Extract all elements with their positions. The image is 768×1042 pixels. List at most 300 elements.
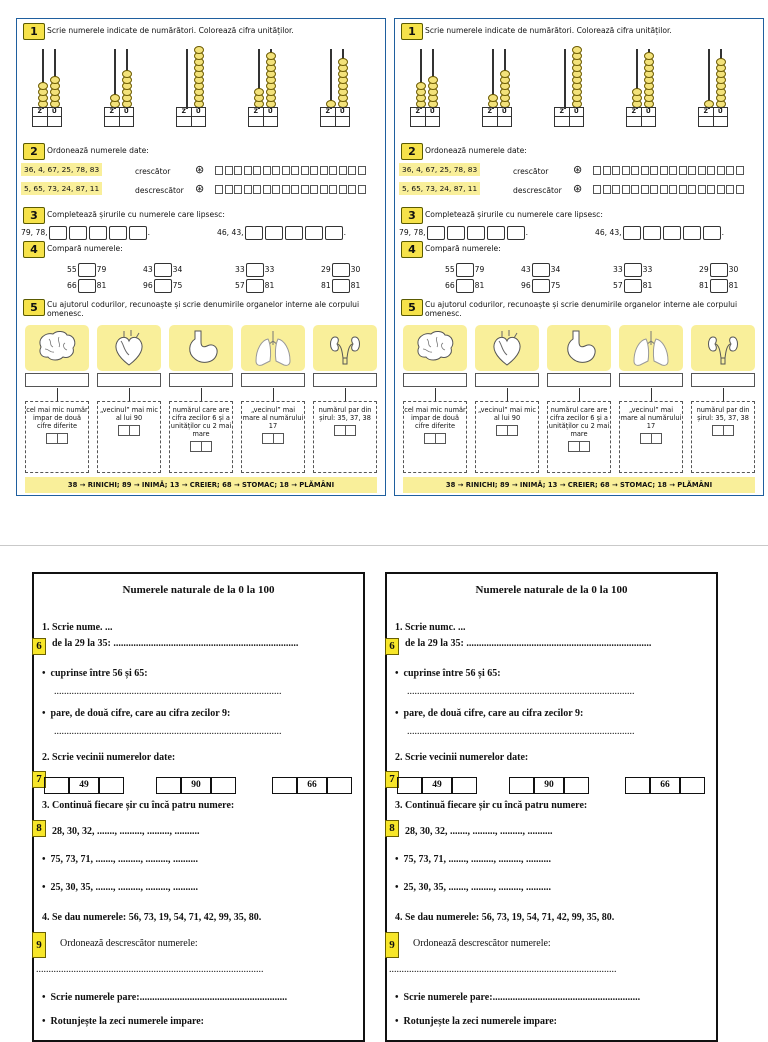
exercise-instruction: Ordonează numerele date: xyxy=(425,146,527,155)
task-text: Rotunjește la zeci numerele impare: xyxy=(403,1016,557,1027)
left-number: 66 xyxy=(445,281,455,290)
code-answer-box[interactable] xyxy=(640,433,662,444)
marker-7: 7 xyxy=(385,771,399,788)
left-number: 43 xyxy=(521,265,531,274)
answer-box[interactable] xyxy=(320,116,350,127)
comparison-box[interactable] xyxy=(154,263,172,277)
right-number: 33 xyxy=(264,265,275,274)
clue-text: cel mai mic număr impar de două cifre diferite xyxy=(26,406,88,430)
comparison-box[interactable] xyxy=(78,263,96,277)
answer-box[interactable] xyxy=(104,116,134,127)
organ-name-field[interactable] xyxy=(313,373,377,387)
abacus xyxy=(101,47,135,127)
sequence-text: 75, 73, 71, ......., ........., ........., .......... xyxy=(403,854,552,865)
exercise-instruction: Scrie numerele indicate de numărători. Colorează cifra unităților. xyxy=(47,26,294,35)
tens-label: Z xyxy=(411,108,426,116)
comparison-box[interactable] xyxy=(456,263,474,277)
right-number: 75 xyxy=(550,281,561,290)
right-number: 75 xyxy=(172,281,183,290)
answer-box[interactable] xyxy=(32,116,62,127)
clue-text: numărul par din șirul: 35, 37, 38 xyxy=(696,406,750,422)
arrow-icon: ⊛ xyxy=(573,182,583,195)
answer-line: ........................................................................................... xyxy=(407,686,635,697)
code-clue xyxy=(241,401,305,473)
code-answer-box[interactable] xyxy=(712,425,734,436)
order-label: crescător xyxy=(135,167,171,176)
code-answer-box[interactable] xyxy=(568,441,590,452)
arrow-up-icon xyxy=(723,388,724,402)
answer-strip[interactable] xyxy=(593,185,745,194)
arrow-up-icon xyxy=(435,388,436,402)
comparison xyxy=(613,279,652,293)
lungs-icon xyxy=(241,325,305,373)
comparison xyxy=(521,263,560,277)
section-3-heading: 3. Continuă fiecare șir cu încă patru numere: xyxy=(42,800,235,811)
neighbor-after-box[interactable] xyxy=(327,777,352,794)
arrow-up-icon xyxy=(129,388,130,402)
organ-picture xyxy=(241,325,305,371)
abacus-rod xyxy=(564,49,566,109)
task-round: • Rotunjește la zeci numerele impare: xyxy=(395,1016,557,1027)
code-clue xyxy=(691,401,755,473)
clue-text: numărul care are cifra zecilor 6 și a unităților cu 2 mai mare xyxy=(548,406,610,438)
arrow-up-icon xyxy=(57,388,58,402)
sequence-row: 28, 30, 32, ......., ........., ........., .......... xyxy=(52,826,200,837)
neighbor-before-box[interactable] xyxy=(625,777,650,794)
answer-strip[interactable] xyxy=(593,166,745,175)
comparison xyxy=(143,263,182,277)
left-number: 96 xyxy=(143,281,153,290)
tens-label: Z xyxy=(249,108,264,116)
organ-name-field[interactable] xyxy=(25,373,89,387)
code-clue xyxy=(547,401,611,473)
comparison-box[interactable] xyxy=(532,263,550,277)
neighbor-before-box[interactable] xyxy=(156,777,181,794)
answer-box[interactable] xyxy=(176,116,206,127)
page-divider xyxy=(0,545,768,546)
section-1-heading: 1. Scrie numc. ... xyxy=(395,622,466,633)
code-answer-box[interactable] xyxy=(190,441,212,452)
arrow-icon: ⊛ xyxy=(195,182,205,195)
neighbor-group xyxy=(397,777,477,794)
neighbor-group xyxy=(44,777,124,794)
clue-text: „vecinul” mai mare al numărului 17 xyxy=(242,406,304,430)
brain-icon xyxy=(25,325,89,367)
comparison-box[interactable] xyxy=(154,279,172,293)
sequence-text: 25, 30, 35, ......., ........., ........., .......... xyxy=(403,882,552,893)
neighbor-group xyxy=(156,777,236,794)
comparison xyxy=(67,263,106,277)
code-answer-box[interactable] xyxy=(46,433,68,444)
organ-picture xyxy=(475,325,539,371)
abacus xyxy=(317,47,351,127)
marker-6: 6 xyxy=(32,638,46,655)
units-label: U xyxy=(429,108,435,115)
code-answer-box[interactable] xyxy=(496,425,518,436)
neighbor-group xyxy=(625,777,705,794)
comparison xyxy=(521,279,560,293)
answer-box[interactable] xyxy=(482,116,512,127)
abacus-bead xyxy=(266,52,276,60)
organ-picture xyxy=(169,325,233,371)
answer-strip[interactable] xyxy=(215,166,367,175)
tens-label: Z xyxy=(483,108,498,116)
neighbor-after-box[interactable] xyxy=(452,777,477,794)
comparison-box[interactable] xyxy=(710,279,728,293)
stomach-icon xyxy=(169,325,233,373)
answer-line: ........................................................................................... xyxy=(407,726,635,737)
task-text: cuprinse între 56 și 65: xyxy=(403,668,501,679)
marker-7: 7 xyxy=(32,771,46,788)
code-clue xyxy=(619,401,683,473)
order-label: descrescător xyxy=(135,186,184,195)
task-text: cuprinse între 56 și 65: xyxy=(50,668,148,679)
comparison xyxy=(321,263,360,277)
units-label: U xyxy=(573,108,579,115)
comparison xyxy=(143,279,182,293)
units-label: U xyxy=(339,108,345,115)
exercise-badge: 3 xyxy=(23,207,45,224)
marker-8: 8 xyxy=(32,820,46,837)
organ-name-field[interactable] xyxy=(169,373,233,387)
number-set: 5, 65, 73, 24, 87, 11 xyxy=(399,182,480,195)
organ-picture xyxy=(313,325,377,371)
abacus xyxy=(695,47,729,127)
comparison-box[interactable] xyxy=(624,279,642,293)
answer-strip[interactable] xyxy=(215,185,367,194)
marker-9: 9 xyxy=(32,932,46,958)
task-text: pare, de două cifre, care au cifra zecilor 9: xyxy=(50,708,231,719)
abacus-bead xyxy=(110,94,120,102)
organ-name-field[interactable] xyxy=(97,373,161,387)
right-number: 34 xyxy=(172,265,183,274)
organ-name-field[interactable] xyxy=(547,373,611,387)
task-range: de la 29 la 35: .......................................................................... xyxy=(405,638,652,649)
task-even: • pare, de două cifre, care au cifra zecilor 9: xyxy=(395,708,584,719)
left-number: 33 xyxy=(235,265,245,274)
right-number: 30 xyxy=(728,265,739,274)
stomach-icon xyxy=(547,325,611,373)
sequence-start: 79, 78, xyxy=(21,228,48,237)
left-number: 57 xyxy=(235,281,245,290)
comparison xyxy=(699,279,738,293)
code-clue xyxy=(169,401,233,473)
order-label: descrescător xyxy=(513,186,562,195)
number-set: 5, 65, 73, 24, 87, 11 xyxy=(21,182,102,195)
left-number: 66 xyxy=(67,281,77,290)
abacus-bead xyxy=(38,82,48,90)
abacus xyxy=(173,47,207,127)
order-label: crescător xyxy=(513,167,549,176)
tens-label: Z xyxy=(177,108,192,116)
exercise-badge: 1 xyxy=(23,23,45,40)
section-4-heading: 4. Se dau numerele: 56, 73, 19, 54, 71, 42, 99, 35, 80. xyxy=(42,912,262,923)
abacus xyxy=(407,47,441,127)
kidneys-icon xyxy=(313,325,377,373)
code-clue xyxy=(475,401,539,473)
abacus-bead xyxy=(644,52,654,60)
units-label: U xyxy=(51,108,57,115)
comparison xyxy=(613,263,652,277)
neighbor-before-box[interactable] xyxy=(397,777,422,794)
left-number: 81 xyxy=(699,281,709,290)
task-text: Scrie numerele pare:........................................................... xyxy=(50,992,288,1003)
task-text: Rotunjește la zeci numerele impare: xyxy=(50,1016,204,1027)
units-label: U xyxy=(645,108,651,115)
tens-label: Z xyxy=(321,108,336,116)
task-even: • pare, de două cifre, care au cifra zecilor 9: xyxy=(42,708,231,719)
code-answer-box[interactable] xyxy=(334,425,356,436)
answer-line: ........................................................................................... xyxy=(54,726,282,737)
right-number: 34 xyxy=(550,265,561,274)
answer-line: ........................................................................................... xyxy=(54,686,282,697)
arrow-up-icon xyxy=(507,388,508,402)
exercise-instruction: Compară numerele: xyxy=(47,244,123,253)
right-number: 79 xyxy=(96,265,107,274)
code-clue xyxy=(97,401,161,473)
units-label: U xyxy=(501,108,507,115)
code-clue xyxy=(313,401,377,473)
right-number: 81 xyxy=(264,281,275,290)
comparison-box[interactable] xyxy=(246,279,264,293)
organ-name-field[interactable] xyxy=(691,373,755,387)
task-order: Ordonează descrescător numerele: xyxy=(413,938,551,949)
right-number: 81 xyxy=(350,281,361,290)
exercise-badge: 2 xyxy=(401,143,423,160)
exercise-badge: 3 xyxy=(401,207,423,224)
abacus-bead xyxy=(194,46,204,54)
tens-label: Z xyxy=(555,108,570,116)
task-even-numbers: • Scrie numerele pare:........................................................... xyxy=(42,992,288,1003)
abacus-bead xyxy=(488,94,498,102)
left-number: 55 xyxy=(445,265,455,274)
arrow-up-icon xyxy=(273,388,274,402)
organ-name-field[interactable] xyxy=(619,373,683,387)
clue-text: numărul par din șirul: 35, 37, 38 xyxy=(318,406,372,422)
sequence-start: 79, 78, xyxy=(399,228,426,237)
code-footer: 38 → RINICHI; 89 → INIMĂ; 13 → CREIER; 68 → STOMAC; 18 → PLĂMÂNI xyxy=(403,477,755,493)
right-number: 81 xyxy=(474,281,485,290)
abacus xyxy=(479,47,513,127)
tens-label: Z xyxy=(33,108,48,116)
organ-name-field[interactable] xyxy=(475,373,539,387)
given-number: 90 xyxy=(534,777,564,794)
units-label: U xyxy=(267,108,273,115)
clue-text: „vecinul” mai mic al lui 90 xyxy=(99,406,159,422)
arrow-up-icon xyxy=(579,388,580,402)
abacus-bead xyxy=(500,70,510,78)
right-number: 30 xyxy=(350,265,361,274)
exercise-instruction: Compară numerele: xyxy=(425,244,501,253)
answer-box[interactable] xyxy=(248,116,278,127)
sequence-row: • 75, 73, 71, ......., ........., ........., .......... xyxy=(395,854,552,865)
organ-name-field[interactable] xyxy=(403,373,467,387)
arrow-icon: ⊛ xyxy=(195,163,205,176)
right-number: 81 xyxy=(642,281,653,290)
neighbor-group xyxy=(272,777,352,794)
answer-box[interactable] xyxy=(554,116,584,127)
comparison-box[interactable] xyxy=(456,279,474,293)
given-number: 66 xyxy=(650,777,680,794)
comparison xyxy=(699,263,738,277)
sequence-row: • 25, 30, 35, ......., ........., ........., .......... xyxy=(42,882,199,893)
code-footer: 38 → RINICHI; 89 → INIMĂ; 13 → CREIER; 68 → STOMAC; 18 → PLĂMÂNI xyxy=(25,477,377,493)
exercise-badge: 1 xyxy=(401,23,423,40)
abacus xyxy=(245,47,279,127)
left-number: 55 xyxy=(67,265,77,274)
given-number: 49 xyxy=(69,777,99,794)
sequence-b: 46, 43, . xyxy=(595,226,724,240)
left-number: 33 xyxy=(613,265,623,274)
neighbor-before-box[interactable] xyxy=(44,777,69,794)
exercise-badge: 5 xyxy=(401,299,423,316)
comparison xyxy=(235,263,274,277)
sequence-start: 46, 43, xyxy=(217,228,244,237)
exercise-instruction: Cu ajutorul codurilor, recunoaște și scrie denumirile organelor interne ale corpului omenesc. xyxy=(47,300,360,318)
number-set: 36, 4, 67, 25, 78, 83 xyxy=(21,163,102,176)
answer-box[interactable] xyxy=(410,116,440,127)
section-3-heading: 3. Continuă fiecare șir cu încă patru numere: xyxy=(395,800,588,811)
abacus-bead xyxy=(50,76,60,84)
heart-icon xyxy=(475,325,539,373)
neighbor-group xyxy=(509,777,589,794)
given-number: 90 xyxy=(181,777,211,794)
clue-text: „vecinul” mai mare al numărului 17 xyxy=(620,406,682,430)
code-answer-box[interactable] xyxy=(262,433,284,444)
exercise-badge: 2 xyxy=(23,143,45,160)
heart-icon xyxy=(97,325,161,373)
exercise-instruction: Ordonează numerele date: xyxy=(47,146,149,155)
tens-label: Z xyxy=(627,108,642,116)
abacus-bead xyxy=(254,88,264,96)
task-range: de la 29 la 35: .......................................................................... xyxy=(52,638,299,649)
code-clue xyxy=(403,401,467,473)
brain-icon xyxy=(403,325,467,367)
exercise-instruction: Cu ajutorul codurilor, recunoaște și scrie denumirile organelor interne ale corpului omenesc. xyxy=(425,300,738,318)
sequence-start: 46, 43, xyxy=(595,228,622,237)
worksheet-title: Numerele naturale de la 0 la 100 xyxy=(475,584,628,596)
code-answer-box[interactable] xyxy=(424,433,446,444)
clue-text: numărul care are cifra zecilor 6 și a unităților cu 2 mai mare xyxy=(170,406,232,438)
section-2-heading: 2. Scrie vecinii numerelor date: xyxy=(42,752,176,763)
exercise-badge: 4 xyxy=(401,241,423,258)
exercise-badge: 5 xyxy=(23,299,45,316)
marker-6: 6 xyxy=(385,638,399,655)
exercise-instruction: Scrie numerele indicate de numărători. Colorează cifra unităților. xyxy=(425,26,672,35)
arrow-up-icon xyxy=(651,388,652,402)
task-order: Ordonează descrescător numerele: xyxy=(60,938,198,949)
clue-text: cel mai mic număr impar de două cifre diferite xyxy=(404,406,466,430)
code-clue xyxy=(25,401,89,473)
sequence-b: 46, 43, . xyxy=(217,226,346,240)
abacus-bead xyxy=(716,58,726,66)
neighbor-after-box[interactable] xyxy=(680,777,705,794)
worksheet-left xyxy=(32,572,365,1042)
comparison-box[interactable] xyxy=(332,263,350,277)
given-number: 49 xyxy=(422,777,452,794)
comparison-box[interactable] xyxy=(246,263,264,277)
sequence-row: 28, 30, 32, ......., ........., ........., .......... xyxy=(405,826,553,837)
comparison xyxy=(235,279,274,293)
sequence-text: 75, 73, 71, ......., ........., ........., .......... xyxy=(50,854,199,865)
answer-box[interactable] xyxy=(698,116,728,127)
task-between: • cuprinse între 56 și 65: xyxy=(395,668,501,679)
sequence-text: 25, 30, 35, ......., ........., ........., .......... xyxy=(50,882,199,893)
comparison xyxy=(445,279,484,293)
marker-8: 8 xyxy=(385,820,399,837)
exercise-sheet-right xyxy=(394,18,764,496)
neighbor-after-box[interactable] xyxy=(99,777,124,794)
organ-picture xyxy=(619,325,683,371)
answer-box[interactable] xyxy=(626,116,656,127)
number-set: 36, 4, 67, 25, 78, 83 xyxy=(399,163,480,176)
left-number: 29 xyxy=(321,265,331,274)
task-text: Scrie numerele pare:........................................................... xyxy=(403,992,641,1003)
organ-picture xyxy=(97,325,161,371)
abacus-rod xyxy=(186,49,188,109)
abacus-bead xyxy=(338,58,348,66)
section-1-heading: 1. Scrie nume. ... xyxy=(42,622,113,633)
worksheet-right xyxy=(385,572,718,1042)
comparison-box[interactable] xyxy=(710,263,728,277)
left-number: 96 xyxy=(521,281,531,290)
arrow-up-icon xyxy=(345,388,346,402)
task-even-numbers: • Scrie numerele pare:........................................................... xyxy=(395,992,641,1003)
right-number: 81 xyxy=(728,281,739,290)
task-text: pare, de două cifre, care au cifra zecilor 9: xyxy=(403,708,584,719)
right-number: 79 xyxy=(474,265,485,274)
marker-9: 9 xyxy=(385,932,399,958)
units-label: U xyxy=(195,108,201,115)
organ-name-field[interactable] xyxy=(241,373,305,387)
exercise-badge: 4 xyxy=(23,241,45,258)
arrow-up-icon xyxy=(201,388,202,402)
code-answer-box[interactable] xyxy=(118,425,140,436)
comparison-box[interactable] xyxy=(78,279,96,293)
lungs-icon xyxy=(619,325,683,373)
exercise-instruction: Completează șirurile cu numerele care lipsesc: xyxy=(425,210,603,219)
left-number: 43 xyxy=(143,265,153,274)
comparison-box[interactable] xyxy=(624,263,642,277)
answer-line: ........................................................................................... xyxy=(36,964,264,975)
clue-text: „vecinul” mai mic al lui 90 xyxy=(477,406,537,422)
units-label: U xyxy=(123,108,129,115)
sequence-row: • 25, 30, 35, ......., ........., ........., .......... xyxy=(395,882,552,893)
comparison-box[interactable] xyxy=(332,279,350,293)
neighbor-before-box[interactable] xyxy=(272,777,297,794)
organ-picture xyxy=(547,325,611,371)
neighbor-after-box[interactable] xyxy=(211,777,236,794)
left-number: 81 xyxy=(321,281,331,290)
abacus xyxy=(551,47,585,127)
right-number: 81 xyxy=(96,281,107,290)
sequence-row: • 75, 73, 71, ......., ........., ........., .......... xyxy=(42,854,199,865)
abacus xyxy=(623,47,657,127)
abacus xyxy=(29,47,63,127)
abacus-bead xyxy=(572,46,582,54)
organ-picture xyxy=(25,325,89,371)
arrow-icon: ⊛ xyxy=(573,163,583,176)
kidneys-icon xyxy=(691,325,755,373)
neighbor-after-box[interactable] xyxy=(564,777,589,794)
neighbor-before-box[interactable] xyxy=(509,777,534,794)
left-number: 57 xyxy=(613,281,623,290)
comparison-box[interactable] xyxy=(532,279,550,293)
abacus-bead xyxy=(416,82,426,90)
tens-label: Z xyxy=(699,108,714,116)
organ-picture xyxy=(403,325,467,371)
worksheet-title: Numerele naturale de la 0 la 100 xyxy=(122,584,275,596)
